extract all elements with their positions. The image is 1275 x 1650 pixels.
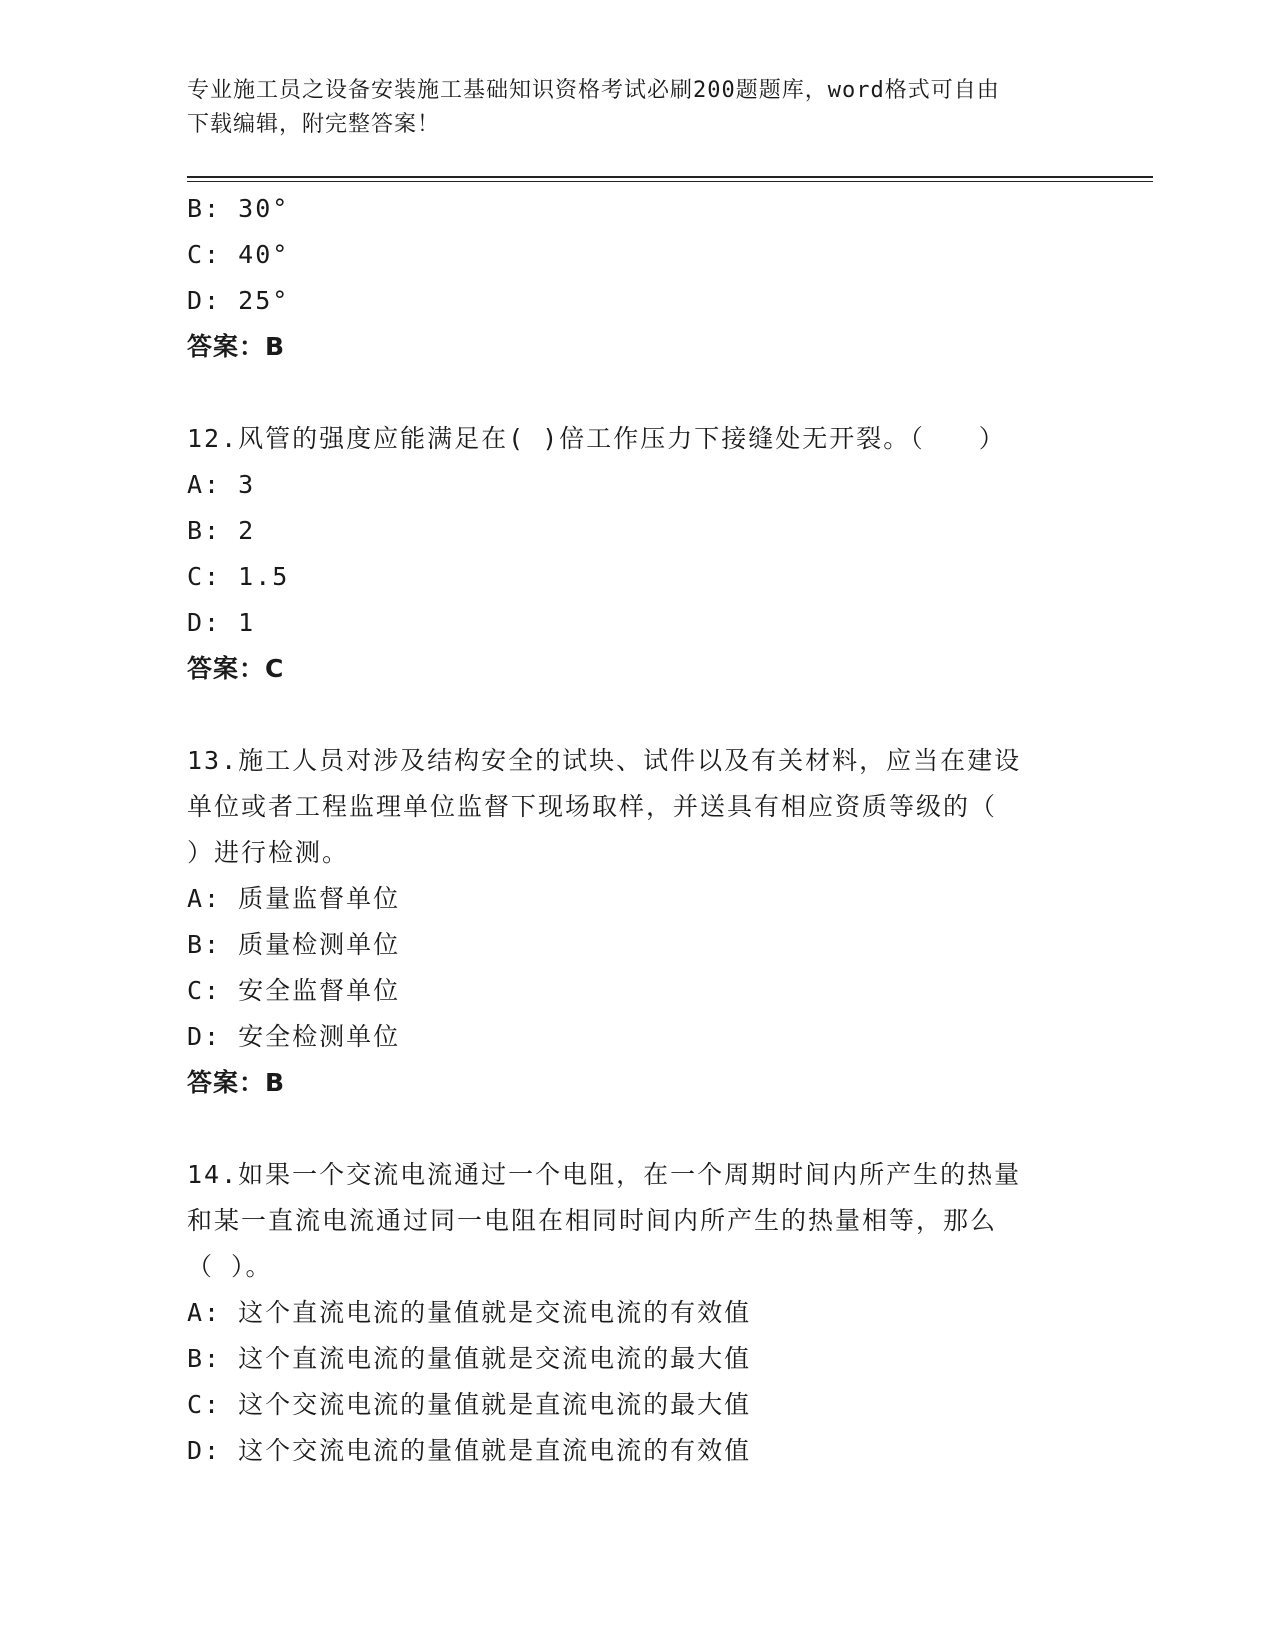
header-divider-thick bbox=[187, 176, 1153, 178]
question-stem-line1: 14.如果一个交流电流通过一个电阻，在一个周期时间内所产生的热量 bbox=[187, 1160, 1022, 1189]
question-14 bbox=[187, 1152, 1087, 1474]
document-header bbox=[187, 74, 1087, 142]
option-c: C: 这个交流电流的量值就是直流电流的最大值 bbox=[187, 1390, 752, 1419]
question-stem: 12.风管的强度应能满足在( )倍工作压力下接缝处无开裂。（ ） bbox=[187, 424, 1006, 453]
answer: 答案：B bbox=[187, 1068, 286, 1097]
spacer bbox=[187, 370, 1087, 416]
question-11-tail bbox=[187, 186, 1087, 370]
question-content bbox=[187, 186, 1087, 1474]
option-c: C: 安全监督单位 bbox=[187, 976, 401, 1005]
spacer bbox=[187, 1106, 1087, 1152]
option-a: A: 质量监督单位 bbox=[187, 884, 401, 913]
question-stem-line3: ）进行检测。 bbox=[187, 838, 350, 867]
option-b: B: 2 bbox=[187, 516, 256, 545]
option-a: A: 3 bbox=[187, 470, 256, 499]
option-a: A: 这个直流电流的量值就是交流电流的有效值 bbox=[187, 1298, 752, 1327]
answer: 答案：C bbox=[187, 654, 285, 683]
option-d: D: 25° bbox=[187, 286, 290, 315]
question-stem-line2: 单位或者工程监理单位监督下现场取样，并送具有相应资质等级的（ bbox=[187, 792, 998, 821]
header-title-line2: 下载编辑，附完整答案！ bbox=[187, 112, 441, 137]
header-divider-thin bbox=[187, 181, 1153, 182]
option-b: B: 质量检测单位 bbox=[187, 930, 401, 959]
option-d: D: 安全检测单位 bbox=[187, 1022, 401, 1051]
question-13 bbox=[187, 738, 1087, 1106]
question-stem-line2: 和某一直流电流通过同一电阻在相同时间内所产生的热量相等，那么 bbox=[187, 1206, 998, 1235]
option-d: D: 这个交流电流的量值就是直流电流的有效值 bbox=[187, 1436, 752, 1465]
option-b: B: 30° bbox=[187, 194, 290, 223]
question-12 bbox=[187, 416, 1087, 692]
question-stem-line1: 13.施工人员对涉及结构安全的试块、试件以及有关材料，应当在建设 bbox=[187, 746, 1022, 775]
answer: 答案：B bbox=[187, 332, 286, 361]
question-stem-line3: （ ）。 bbox=[187, 1252, 273, 1281]
option-b: B: 这个直流电流的量值就是交流电流的最大值 bbox=[187, 1344, 752, 1373]
option-c: C: 40° bbox=[187, 240, 290, 269]
option-c: C: 1.5 bbox=[187, 562, 290, 591]
spacer bbox=[187, 692, 1087, 738]
header-title-line1: 专业施工员之设备安装施工基础知识资格考试必刷200题题库，word格式可自由 bbox=[187, 78, 1000, 103]
option-d: D: 1 bbox=[187, 608, 256, 637]
